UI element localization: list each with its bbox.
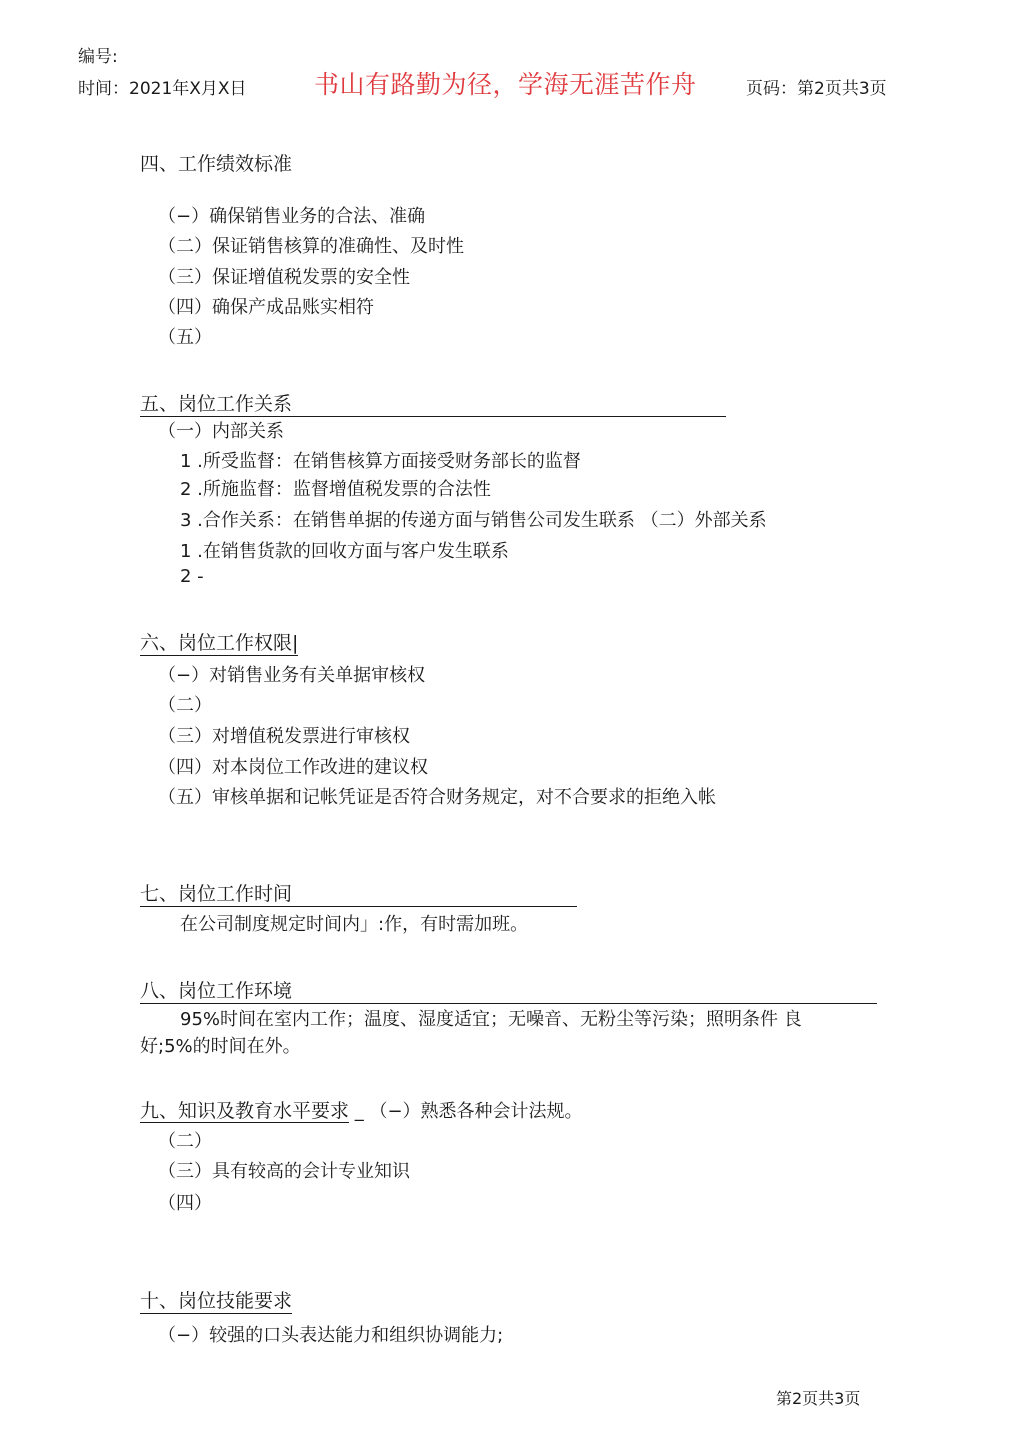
paragraph-line: 95%时间在室内工作；温度、湿度适宜；无噪音、无粉尘等污染；照明条件 良 (180, 1009, 802, 1030)
motto-text: 书山有路勤为径，学海无涯苦作舟 (314, 70, 697, 99)
paragraph-line: 好;5%的时间在外。 (140, 1036, 301, 1057)
list-item: 2 - (180, 566, 204, 587)
time-value: 2021年X月X日 (129, 79, 247, 99)
document-number-label: 编号: (78, 47, 118, 67)
list-item: 2 .所施监督：监督增值税发票的合法性 (180, 479, 491, 500)
list-item: （四）对本岗位工作改进的建议权 (158, 757, 428, 778)
list-item: （三）保证增值税发票的安全性 (158, 267, 410, 288)
list-item: （四） (158, 1193, 212, 1214)
list-item: （−）确保销售业务的合法、准确 (158, 206, 426, 227)
list-item: （五）审核单据和记帐凭证是否符合财务规定，对不合要求的拒绝入帐 (158, 787, 716, 808)
section-10-title: 十、岗位技能要求 (140, 1286, 292, 1314)
list-item: （三）具有较高的会计专业知识 (158, 1161, 410, 1182)
list-item: （三）对增值税发票进行审核权 (158, 726, 410, 747)
subsection-title: （一）内部关系 (158, 421, 284, 442)
section-9-title: 九、知识及教育水平要求 (140, 1100, 350, 1122)
document-time (78, 74, 247, 99)
section-4-title: 四、工作绩效标准 (140, 153, 293, 175)
list-item: 1 .在销售货款的回收方面与客户发生联系 (180, 541, 509, 562)
list-item: （−）对销售业务有关单据审核权 (158, 665, 426, 686)
list-item: （五） (158, 327, 212, 348)
page-indicator: 页码：第2页共3页 (746, 79, 887, 99)
list-item: 1 .所受监督：在销售核算方面接受财务部长的监督 (180, 451, 581, 472)
paragraph: 在公司制度规定时间内」:作，有时需加班。 (180, 914, 529, 935)
list-item: （四）确保产成品账实相符 (158, 297, 374, 318)
section-9-heading (140, 1096, 583, 1123)
section-6-title: 六、岗位工作权限| (140, 628, 298, 656)
list-item: （二） (158, 1131, 212, 1152)
list-item: 3 .合作关系：在销售单据的传递方面与销售公司发生联系 （二）外部关系 (180, 510, 767, 531)
footer-page-number: 第2页共3页 (776, 1389, 861, 1408)
section-9-first-item: _ （−）熟悉各种会计法规。 (349, 1101, 583, 1122)
section-8-title: 八、岗位工作环境 (140, 976, 877, 1004)
section-7-title: 七、岗位工作时间 (140, 879, 577, 907)
section-5-title: 五、岗位工作关系 (140, 389, 726, 417)
list-item: （−）较强的口头表达能力和组织协调能力; (158, 1325, 504, 1346)
list-item: （二） (158, 695, 212, 716)
list-item: （二）保证销售核算的准确性、及时性 (158, 236, 464, 257)
time-label: 时间： (78, 79, 129, 99)
